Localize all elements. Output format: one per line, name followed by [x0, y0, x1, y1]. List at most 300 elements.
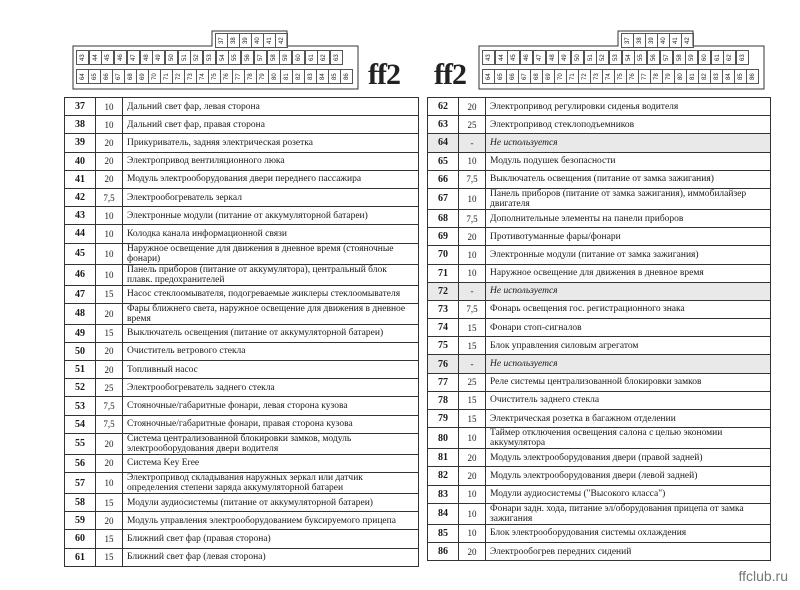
- fuse-description: Система централизованной блокировки замков, модуль электрооборудования двери водителя: [123, 433, 419, 454]
- fuse-number: 37: [65, 98, 96, 116]
- fuse-number: 85: [428, 524, 459, 542]
- fuse-description: Электропривод вентиляционного люка: [123, 152, 419, 170]
- fuse-slot: 42: [275, 33, 288, 48]
- fuse-amperage: 7,5: [96, 188, 123, 206]
- fuse-number: 60: [65, 530, 96, 548]
- fuse-number: 54: [65, 415, 96, 433]
- fuse-number: 67: [428, 188, 459, 209]
- fuse-description: Электронные модули (питание от замка зажигания): [486, 246, 771, 264]
- fuse-number: 62: [428, 98, 459, 116]
- fuse-slot: 48: [140, 50, 153, 65]
- fuse-description: Дальний свет фар, левая сторона: [123, 98, 419, 116]
- fuse-number: 77: [428, 373, 459, 391]
- fuse-amperage: 7,5: [459, 170, 486, 188]
- fuse-amperage: 15: [96, 548, 123, 566]
- fuse-amperage: 15: [459, 319, 486, 337]
- fuse-row: [65, 243, 419, 264]
- fuse-slot: 50: [165, 50, 178, 65]
- fuse-description: Модуль электрооборудования двери (левой задней): [486, 467, 771, 485]
- fuse-description: Электрообогрев передних сидений: [486, 542, 771, 560]
- fuse-slot: 41: [669, 33, 682, 48]
- fuse-slot: 79: [256, 69, 269, 84]
- fuse-slot: 85: [734, 69, 747, 84]
- fuse-amperage: 10: [96, 243, 123, 264]
- fuse-description: Электрообогреватель зеркал: [123, 188, 419, 206]
- fuse-table-right: [427, 97, 771, 561]
- fuse-slot: 68: [530, 69, 543, 84]
- fuse-amperage: 20: [459, 228, 486, 246]
- fuse-description: Фонари стоп-сигналов: [486, 319, 771, 337]
- fuse-slot: 37: [215, 33, 228, 48]
- fuse-slot: 84: [316, 69, 329, 84]
- fuse-slot: 76: [220, 69, 233, 84]
- fuse-slot: 53: [609, 50, 622, 65]
- fuse-row: [65, 397, 419, 415]
- fuse-number: 83: [428, 485, 459, 503]
- fuse-description: Модули аудиосистемы (питание от аккумуляторной батареи): [123, 494, 419, 512]
- fuse-slot: 61: [305, 50, 318, 65]
- fuse-description: Модули аудиосистемы ("Высокого класса"): [486, 485, 771, 503]
- fuse-row: [65, 530, 419, 548]
- fuse-slot: 59: [279, 50, 292, 65]
- fuse-amperage: 10: [96, 264, 123, 285]
- fuse-row: [428, 485, 771, 503]
- fuse-row: [65, 473, 419, 494]
- fuse-amperage: 10: [459, 264, 486, 282]
- fuse-description: Электрическая розетка в багажном отделении: [486, 410, 771, 428]
- fuse-slot: 56: [241, 50, 254, 65]
- fuse-slot: 71: [566, 69, 579, 84]
- fuse-row: [428, 319, 771, 337]
- fuse-slot: 72: [578, 69, 591, 84]
- fuse-row: [65, 494, 419, 512]
- fuse-row: [65, 134, 419, 152]
- fuse-row: [428, 542, 771, 560]
- fuse-slot: 72: [172, 69, 185, 84]
- fuse-slot: 43: [482, 50, 495, 65]
- fuse-amperage: 20: [459, 449, 486, 467]
- fuse-slot: 56: [647, 50, 660, 65]
- fuse-slot: 57: [254, 50, 267, 65]
- fuse-row: [65, 170, 419, 188]
- fuse-slot: 73: [590, 69, 603, 84]
- fuse-amperage: 25: [459, 116, 486, 134]
- fuse-number: 43: [65, 207, 96, 225]
- fuse-slot: 86: [746, 69, 759, 84]
- fuse-slot: 78: [244, 69, 257, 84]
- fuse-description: Электропривод регулировки сиденья водителя: [486, 98, 771, 116]
- fuse-amperage: 10: [96, 116, 123, 134]
- fuse-amperage: 10: [459, 152, 486, 170]
- fuse-number: 59: [65, 512, 96, 530]
- fuse-amperage: 15: [459, 337, 486, 355]
- fuse-row: [65, 433, 419, 454]
- fuse-number: 80: [428, 428, 459, 449]
- fuse-number: 74: [428, 319, 459, 337]
- fuse-slot: 74: [602, 69, 615, 84]
- fuse-slot: 70: [148, 69, 161, 84]
- fuse-description: Топливный насос: [123, 361, 419, 379]
- fuse-slot: 62: [317, 50, 330, 65]
- fuse-row: [428, 300, 771, 318]
- fuse-slot: 81: [686, 69, 699, 84]
- fuse-number: 41: [65, 170, 96, 188]
- fuse-number: 65: [428, 152, 459, 170]
- fuse-row: [428, 373, 771, 391]
- fuse-slot: 49: [152, 50, 165, 65]
- fuse-slot: 43: [76, 50, 89, 65]
- fuse-number: 86: [428, 542, 459, 560]
- fuse-slot: 71: [160, 69, 173, 84]
- fuse-amperage: 15: [96, 285, 123, 303]
- fuse-description: Панель приборов (питание от аккумулятора), центральный блок плавк. предохранителей: [123, 264, 419, 285]
- fuse-amperage: -: [459, 134, 486, 152]
- fuse-amperage: 10: [96, 207, 123, 225]
- fuse-slot: 40: [251, 33, 264, 48]
- fuse-number: 48: [65, 303, 96, 324]
- fuse-amperage: 15: [96, 530, 123, 548]
- fuse-number: 44: [65, 225, 96, 243]
- fuse-slot: 45: [101, 50, 114, 65]
- fuse-slot: 80: [268, 69, 281, 84]
- fuse-description: Фонарь освещения гос. регистрационного знака: [486, 300, 771, 318]
- fuse-row: [65, 188, 419, 206]
- fuse-amperage: 10: [96, 225, 123, 243]
- fuse-row: [428, 209, 771, 227]
- fuse-row: [428, 264, 771, 282]
- fuse-description: Модуль электрооборудования двери (правой задней): [486, 449, 771, 467]
- fuse-row: [428, 410, 771, 428]
- fuse-number: 52: [65, 379, 96, 397]
- watermark: ffclub.ru: [738, 568, 788, 584]
- fuse-description: Электронные модули (питание от аккумуляторной батареи): [123, 207, 419, 225]
- fuse-number: 56: [65, 454, 96, 472]
- fuse-amperage: 10: [459, 188, 486, 209]
- fuse-number: 57: [65, 473, 96, 494]
- fuse-slot: 41: [263, 33, 276, 48]
- fuse-slot: 75: [614, 69, 627, 84]
- fuse-description: Очиститель заднего стекла: [486, 391, 771, 409]
- fuse-description: Колодка канала информационной связи: [123, 225, 419, 243]
- fuse-slot: 38: [227, 33, 240, 48]
- fuse-slot: 66: [100, 69, 113, 84]
- fuse-number: 42: [65, 188, 96, 206]
- fuse-slot: 83: [710, 69, 723, 84]
- fuse-row: [65, 152, 419, 170]
- fuse-amperage: 25: [459, 373, 486, 391]
- ff2-label-right: ff2: [434, 58, 466, 91]
- fuse-description: Дополнительные элементы на панели приборов: [486, 209, 771, 227]
- fuse-description: Ближний свет фар (правая сторона): [123, 530, 419, 548]
- fuse-slot: 58: [673, 50, 686, 65]
- fuse-slot: 69: [136, 69, 149, 84]
- fuse-amperage: 20: [96, 512, 123, 530]
- fuse-slot: 67: [518, 69, 531, 84]
- fuse-slot: 46: [520, 50, 533, 65]
- fuse-row: [65, 415, 419, 433]
- fuse-description: Система Key Eree: [123, 454, 419, 472]
- fuse-slot: 38: [633, 33, 646, 48]
- fuse-row: [65, 225, 419, 243]
- fuse-description: Выключатель освещения (питание от аккумуляторной батареи): [123, 324, 419, 342]
- fuse-number: 39: [65, 134, 96, 152]
- fuse-amperage: -: [459, 282, 486, 300]
- fuse-description: Таймер отключения освещения салона с целью экономии аккумулятора: [486, 428, 771, 449]
- fuse-amperage: 10: [459, 485, 486, 503]
- fuse-row: [65, 324, 419, 342]
- fuse-amperage: 20: [96, 361, 123, 379]
- fuse-description: Насос стеклоомывателя, подогреваемые жиклеры стеклоомывателя: [123, 285, 419, 303]
- fuse-slot: 82: [292, 69, 305, 84]
- fuse-slot: 76: [626, 69, 639, 84]
- fuse-slot: 53: [203, 50, 216, 65]
- fuse-slot: 45: [507, 50, 520, 65]
- fuse-number: 63: [428, 116, 459, 134]
- fuse-slot: 52: [190, 50, 203, 65]
- fuse-row: [65, 116, 419, 134]
- fuse-description: Стояночные/габаритные фонари, левая сторона кузова: [123, 397, 419, 415]
- fuse-slot: 49: [558, 50, 571, 65]
- fuse-description: Стояночные/габаритные фонари, правая сторона кузова: [123, 415, 419, 433]
- fuse-number: 61: [65, 548, 96, 566]
- fuse-number: 46: [65, 264, 96, 285]
- fuse-slot: 50: [571, 50, 584, 65]
- fuse-amperage: 20: [96, 433, 123, 454]
- fuse-row: [428, 449, 771, 467]
- fuse-number: 78: [428, 391, 459, 409]
- fuse-slot: 64: [76, 69, 89, 84]
- fuse-slot: 37: [621, 33, 634, 48]
- fuse-slot: 62: [723, 50, 736, 65]
- fuse-description: Противотуманные фары/фонари: [486, 228, 771, 246]
- fuse-row: [428, 116, 771, 134]
- fuse-amperage: 10: [459, 503, 486, 524]
- fuse-slot: 80: [674, 69, 687, 84]
- fuse-number: 81: [428, 449, 459, 467]
- ff2-label-left: ff2: [368, 58, 400, 91]
- fuse-row: [428, 228, 771, 246]
- fuse-slot: 74: [196, 69, 209, 84]
- fuse-row: [428, 98, 771, 116]
- fuse-row: [65, 361, 419, 379]
- fuse-row: [428, 428, 771, 449]
- fuse-number: 64: [428, 134, 459, 152]
- fuse-slot: 51: [178, 50, 191, 65]
- fuse-amperage: 15: [459, 391, 486, 409]
- fuse-description: Фары ближнего света, наружное освещение для движения в дневное время: [123, 303, 419, 324]
- fuse-row: [65, 379, 419, 397]
- fuse-row: [65, 264, 419, 285]
- fuse-amperage: 20: [96, 134, 123, 152]
- fuse-number: 73: [428, 300, 459, 318]
- fuse-slot: 54: [622, 50, 635, 65]
- fuse-slot: 59: [685, 50, 698, 65]
- fuse-row: [428, 524, 771, 542]
- fuse-slot: 39: [645, 33, 658, 48]
- fuse-row: [65, 207, 419, 225]
- fuse-slot: 69: [542, 69, 555, 84]
- fuse-slot: 85: [328, 69, 341, 84]
- fuse-slot: 82: [698, 69, 711, 84]
- fuse-description: Дальний свет фар, правая сторона: [123, 116, 419, 134]
- fuse-slot: 61: [711, 50, 724, 65]
- fuse-slot: 64: [482, 69, 495, 84]
- fuse-slot: 83: [304, 69, 317, 84]
- fuse-description: Модуль подушек безопасности: [486, 152, 771, 170]
- fuse-slot: 48: [546, 50, 559, 65]
- fuse-row: [428, 246, 771, 264]
- fuse-number: 38: [65, 116, 96, 134]
- fuse-number: 49: [65, 324, 96, 342]
- fuse-amperage: 20: [459, 467, 486, 485]
- fuse-slot: 55: [634, 50, 647, 65]
- fuse-slot: 60: [292, 50, 305, 65]
- fuse-amperage: 20: [96, 170, 123, 188]
- fuse-description: Модуль управления электрооборудованием буксируемого прицепа: [123, 512, 419, 530]
- fuse-number: 69: [428, 228, 459, 246]
- fuse-description: Модуль электрооборудования двери переднего пассажира: [123, 170, 419, 188]
- fuse-amperage: 15: [96, 494, 123, 512]
- fuse-number: 40: [65, 152, 96, 170]
- fuse-number: 70: [428, 246, 459, 264]
- fuse-number: 79: [428, 410, 459, 428]
- fuse-number: 45: [65, 243, 96, 264]
- fuse-description: Электрообогреватель заднего стекла: [123, 379, 419, 397]
- fuse-box-outline: [72, 30, 359, 90]
- fuse-slot: 42: [681, 33, 694, 48]
- fuse-amperage: 7,5: [459, 209, 486, 227]
- fuse-row: [428, 391, 771, 409]
- fuse-amperage: 25: [96, 379, 123, 397]
- fuse-number: 84: [428, 503, 459, 524]
- fuse-row: [428, 282, 771, 300]
- fuse-row: [65, 454, 419, 472]
- fuse-row: [65, 512, 419, 530]
- fuse-slot: 65: [88, 69, 101, 84]
- fuse-row: [428, 467, 771, 485]
- fuse-row: [428, 337, 771, 355]
- fuse-description: Фонари задн. хода, питание эл/оборудования прицепа от замка зажигания: [486, 503, 771, 524]
- fuse-slot: 51: [584, 50, 597, 65]
- fuse-slot: 67: [112, 69, 125, 84]
- fuse-slot: 66: [506, 69, 519, 84]
- fuse-amperage: 10: [459, 524, 486, 542]
- fuse-slot: 57: [660, 50, 673, 65]
- fuse-description: Наружное освещение для движения в дневное время (стояночные фонари): [123, 243, 419, 264]
- fuse-slot: 54: [216, 50, 229, 65]
- fuse-amperage: 10: [96, 98, 123, 116]
- fuse-slot: 77: [638, 69, 651, 84]
- fuse-slot: 70: [554, 69, 567, 84]
- fuse-slot: 47: [533, 50, 546, 65]
- fuse-slot: 46: [114, 50, 127, 65]
- fuse-description: Электропривод складывания наружных зеркал или датчик определения степени заряда аккумуляторной батареи: [123, 473, 419, 494]
- fuse-slot: 68: [124, 69, 137, 84]
- fuse-row: [428, 134, 771, 152]
- fuse-row: [65, 548, 419, 566]
- fuse-slot: 60: [698, 50, 711, 65]
- fuse-row: [65, 342, 419, 360]
- fuse-slot: 79: [662, 69, 675, 84]
- fuse-description: Реле системы централизованной блокировки замков: [486, 373, 771, 391]
- fuse-number: 51: [65, 361, 96, 379]
- fuse-row: [65, 98, 419, 116]
- fuse-description: Электропривод стеклоподъемников: [486, 116, 771, 134]
- fuse-box-diagram-left: [72, 30, 359, 90]
- fuse-number: 58: [65, 494, 96, 512]
- fuse-description: Прикуриватель, задняя электрическая розетка: [123, 134, 419, 152]
- fuse-amperage: 10: [459, 246, 486, 264]
- fuse-slot: 63: [330, 50, 343, 65]
- fuse-slot: 55: [228, 50, 241, 65]
- fuse-amperage: 20: [96, 342, 123, 360]
- fuse-slot: 44: [495, 50, 508, 65]
- fuse-number: 72: [428, 282, 459, 300]
- fuse-description: Не используется: [486, 355, 771, 373]
- fuse-description: Наружное освещение для движения в дневное время: [486, 264, 771, 282]
- fuse-amperage: 7,5: [96, 415, 123, 433]
- fuse-number: 53: [65, 397, 96, 415]
- fuse-description: Ближний свет фар (левая сторона): [123, 548, 419, 566]
- fuse-number: 66: [428, 170, 459, 188]
- fuse-slot: 73: [184, 69, 197, 84]
- fuse-table-left: [64, 97, 419, 567]
- fuse-row: [428, 152, 771, 170]
- fuse-description: Блок электрооборудования системы охлаждения: [486, 524, 771, 542]
- fuse-row: [65, 285, 419, 303]
- fuse-slot: 81: [280, 69, 293, 84]
- fuse-slot: 58: [267, 50, 280, 65]
- fuse-amperage: 10: [459, 428, 486, 449]
- fuse-slot: 63: [736, 50, 749, 65]
- fuse-row: [428, 188, 771, 209]
- fuse-box-outline: [478, 30, 765, 90]
- fuse-number: 82: [428, 467, 459, 485]
- fuse-description: Не используется: [486, 134, 771, 152]
- fuse-slot: 52: [596, 50, 609, 65]
- fuse-row: [65, 303, 419, 324]
- fuse-row: [428, 355, 771, 373]
- fuse-description: Выключатель освещения (питание от замка зажигания): [486, 170, 771, 188]
- fuse-number: 76: [428, 355, 459, 373]
- fuse-box-diagram-right: [478, 30, 765, 90]
- fuse-amperage: 15: [459, 410, 486, 428]
- fuse-amperage: 10: [96, 473, 123, 494]
- fuse-amperage: 15: [96, 324, 123, 342]
- fuse-row: [428, 503, 771, 524]
- fuse-amperage: 20: [459, 98, 486, 116]
- fuse-slot: 78: [650, 69, 663, 84]
- fuse-slot: 77: [232, 69, 245, 84]
- fuse-amperage: 20: [96, 303, 123, 324]
- fuse-description: Панель приборов (питание от замка зажигания), иммобилайзер двигателя: [486, 188, 771, 209]
- fuse-description: Блок управления силовым агрегатом: [486, 337, 771, 355]
- fuse-slot: 40: [657, 33, 670, 48]
- fuse-amperage: 20: [96, 152, 123, 170]
- fuse-amperage: 7,5: [459, 300, 486, 318]
- fuse-slot: 44: [89, 50, 102, 65]
- fuse-number: 55: [65, 433, 96, 454]
- fuse-number: 71: [428, 264, 459, 282]
- fuse-amperage: 20: [96, 454, 123, 472]
- fuse-slot: 75: [208, 69, 221, 84]
- fuse-number: 75: [428, 337, 459, 355]
- fuse-slot: 65: [494, 69, 507, 84]
- fuse-number: 47: [65, 285, 96, 303]
- fuse-number: 68: [428, 209, 459, 227]
- fuse-description: Очиститель ветрового стекла: [123, 342, 419, 360]
- fuse-number: 50: [65, 342, 96, 360]
